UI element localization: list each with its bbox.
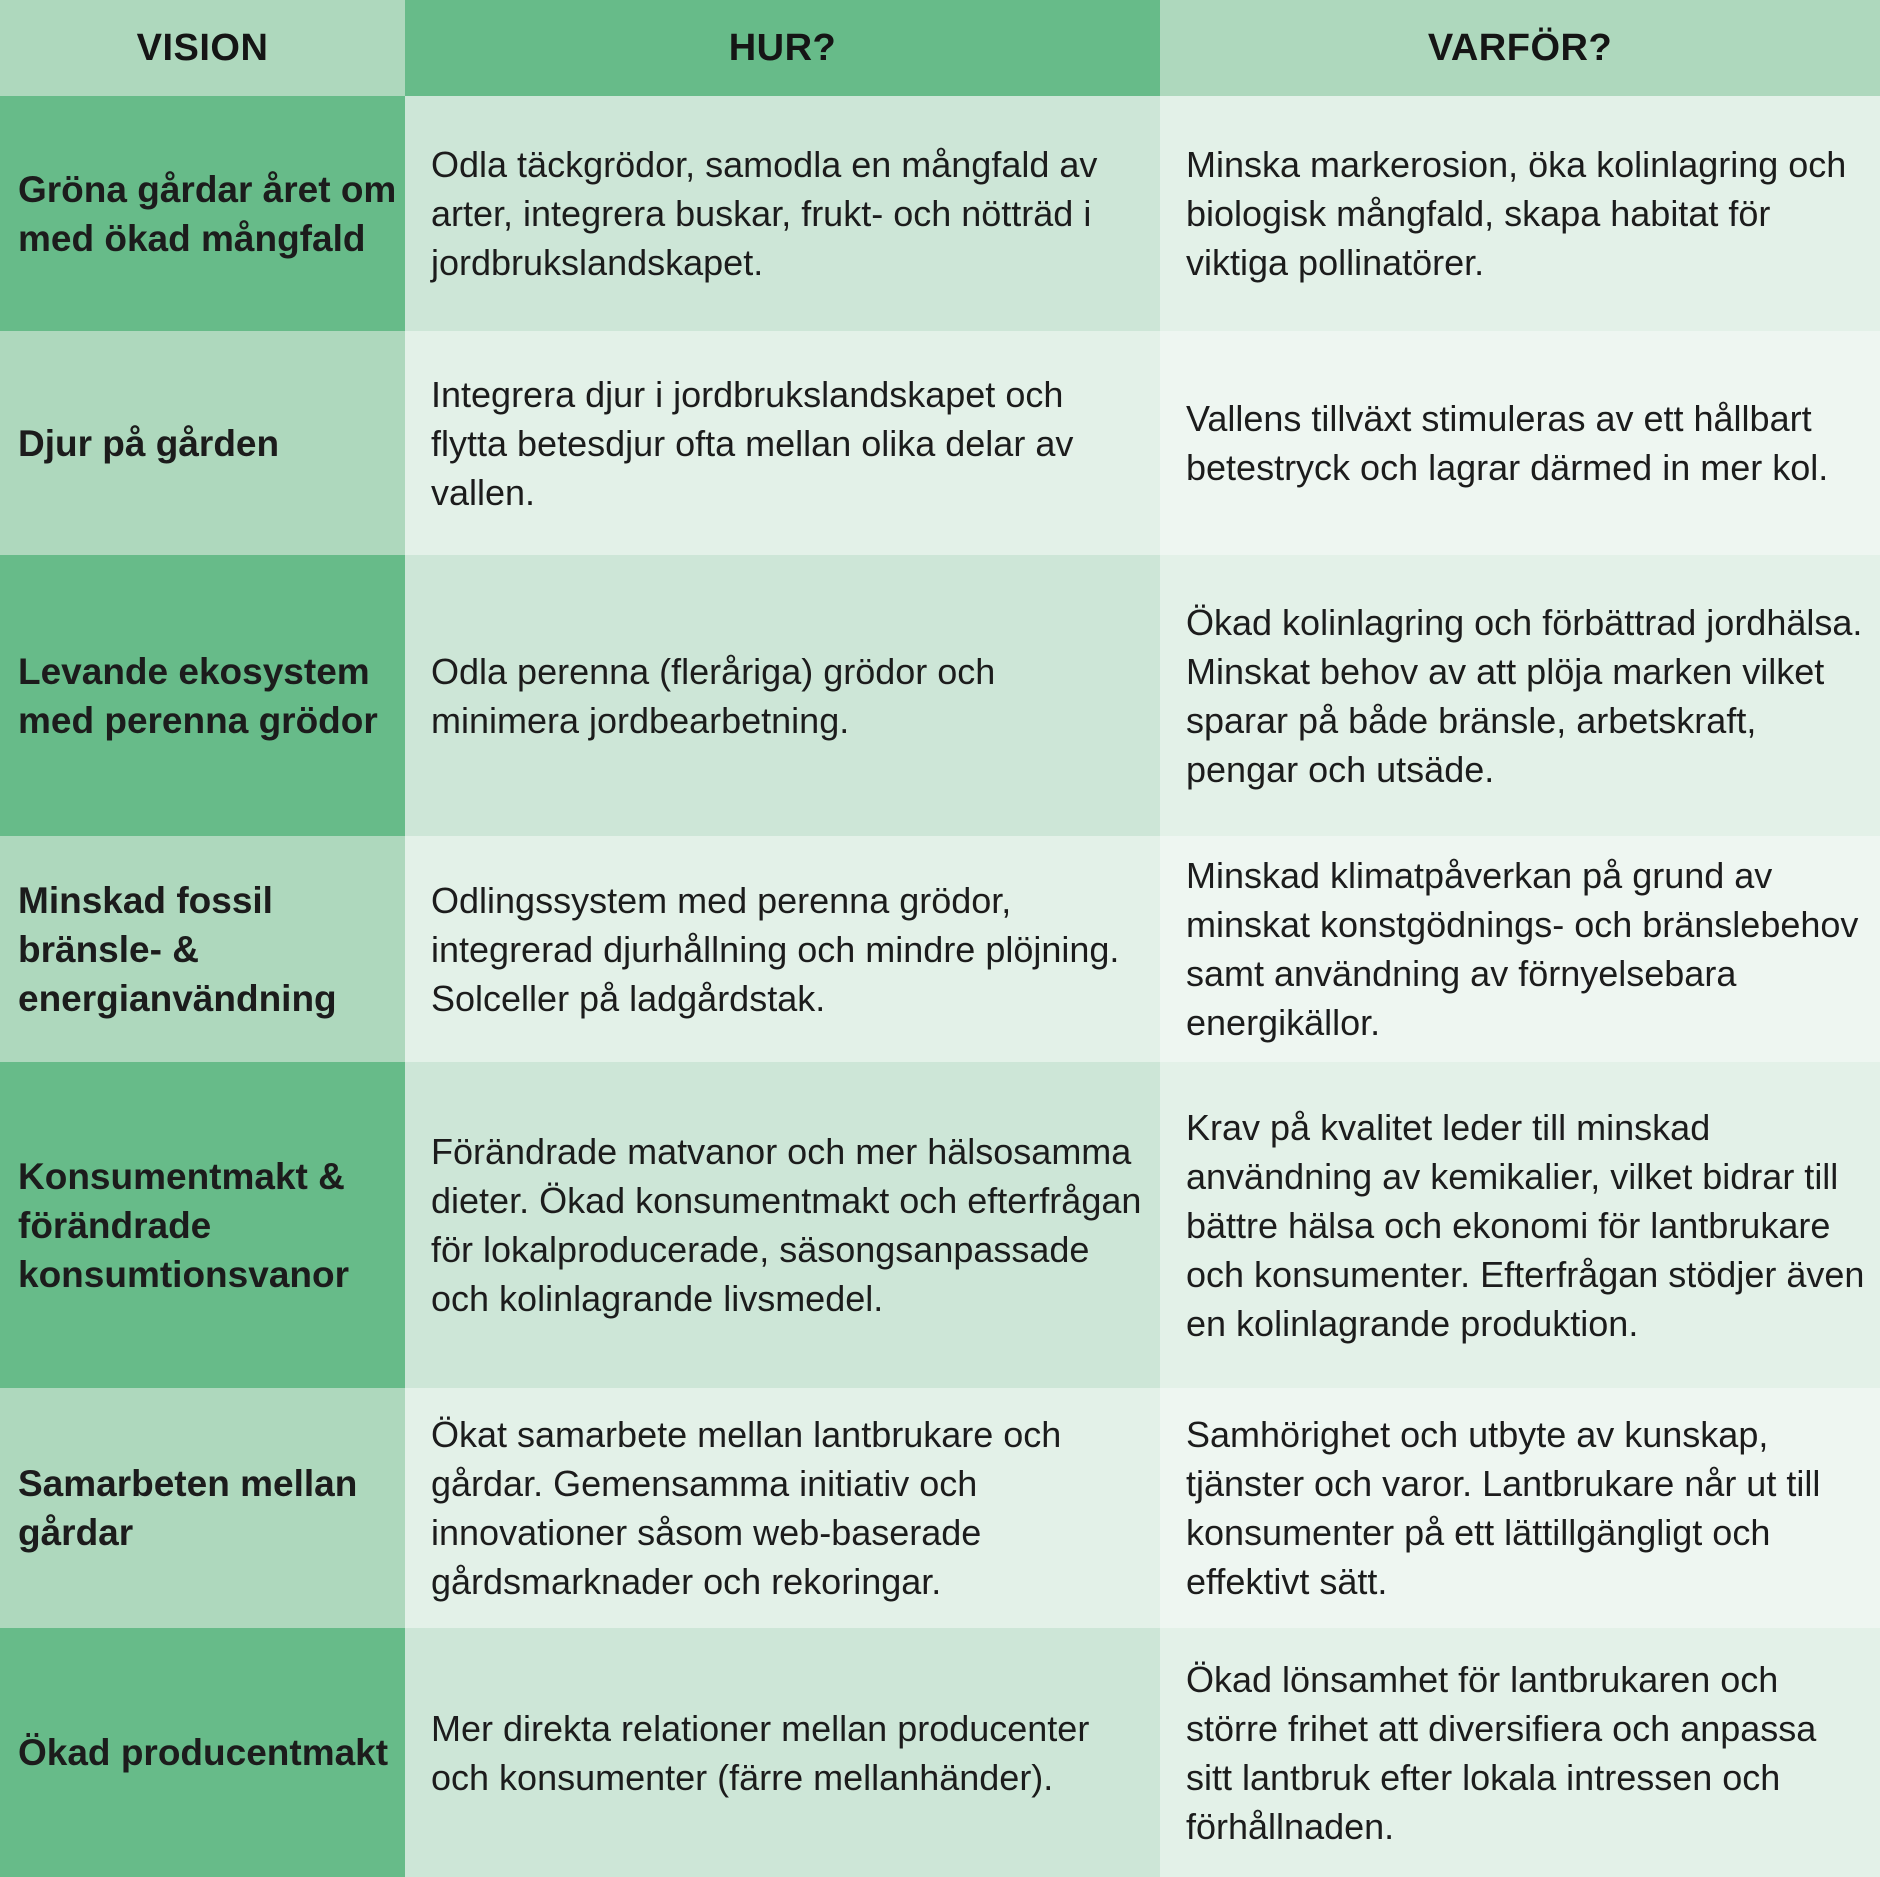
hur-text: Förändrade matvanor och mer hälsosamma dieter. Ökad konsumentmakt och efterfrågan för lokalproducerade, säsongsanpassade och kolinlagrande livsmedel. bbox=[431, 1131, 1142, 1319]
varfor-text: Krav på kvalitet leder till minskad användning av kemikalier, vilket bidrar till bättre hälsa och ekonomi för lantbrukare och konsumenter. Efterfrågan stödjer även en kolinlagrande produktion. bbox=[1186, 1106, 1865, 1344]
header-vision-label: VISION bbox=[136, 26, 269, 69]
hur-cell bbox=[405, 1628, 1160, 1877]
vision-text: Gröna gårdar året om med ökad mångfald bbox=[18, 168, 397, 259]
hur-cell bbox=[405, 96, 1160, 331]
vision-text: Minskad fossil bränsle- & energianvändning bbox=[18, 879, 337, 1019]
vision-text: Konsumentmakt & förändrade konsumtionsvanor bbox=[18, 1155, 349, 1295]
varfor-cell bbox=[1160, 836, 1880, 1062]
vision-cell bbox=[0, 1062, 405, 1388]
varfor-cell bbox=[1160, 555, 1880, 836]
header-varfor-label: VARFÖR? bbox=[1427, 26, 1613, 69]
varfor-text: Minskad klimatpåverkan på grund av minskat konstgödnings- och bränslebehov samt användning av förnyelsebara energikällor. bbox=[1186, 855, 1859, 1043]
vision-cell bbox=[0, 836, 405, 1062]
vision-cell bbox=[0, 555, 405, 836]
varfor-text: Minska markerosion, öka kolinlagring och biologisk mångfald, skapa habitat för viktiga pollinatörer. bbox=[1186, 144, 1847, 283]
header-vision bbox=[0, 0, 405, 96]
header-hur bbox=[405, 0, 1160, 96]
vision-text: Ökad producentmakt bbox=[18, 1732, 389, 1773]
vision-cell bbox=[0, 331, 405, 555]
vision-text: Djur på gården bbox=[18, 422, 280, 464]
varfor-text: Ökad kolinlagring och förbättrad jordhälsa. Minskat behov av att plöja marken vilket sparar på både bränsle, arbetskraft, pengar och utsäde. bbox=[1186, 601, 1863, 790]
vision-text: Samarbeten mellan gårdar bbox=[18, 1463, 358, 1553]
varfor-text: Samhörighet och utbyte av kunskap, tjänster och varor. Lantbrukare når ut till konsumenter på ett lättillgängligt och effektivt sätt. bbox=[1186, 1414, 1821, 1602]
hur-text: Odlingssystem med perenna grödor, integrerad djurhållning och mindre plöjning. Solceller på ladgårdstak. bbox=[431, 879, 1120, 1019]
hur-text: Mer direkta relationer mellan producenter och konsumenter (färre mellanhänder). bbox=[431, 1707, 1090, 1798]
header-varfor bbox=[1160, 0, 1880, 96]
hur-cell bbox=[405, 836, 1160, 1062]
varfor-cell bbox=[1160, 1388, 1880, 1628]
varfor-cell bbox=[1160, 1062, 1880, 1388]
hur-text: Odla täckgrödor, samodla en mångfald av arter, integrera buskar, frukt- och nötträd i jordbrukslandskapet. bbox=[431, 144, 1098, 283]
hur-text: Ökat samarbete mellan lantbrukare och gårdar. Gemensamma initiativ och innovationer såsom web-baserade gårdsmarknader och rekoringar. bbox=[431, 1414, 1062, 1602]
hur-cell bbox=[405, 555, 1160, 836]
varfor-cell bbox=[1160, 96, 1880, 331]
vision-text: Levande ekosystem med perenna grödor bbox=[18, 650, 378, 741]
header-hur-label: HUR? bbox=[728, 26, 837, 69]
varfor-text: Vallens tillväxt stimuleras av ett hållbart betestryck och lagrar därmed in mer kol. bbox=[1186, 398, 1829, 488]
varfor-cell bbox=[1160, 1628, 1880, 1877]
hur-cell bbox=[405, 1388, 1160, 1628]
varfor-cell bbox=[1160, 331, 1880, 555]
hur-text: Odla perenna (fleråriga) grödor och minimera jordbearbetning. bbox=[431, 650, 996, 741]
hur-text: Integrera djur i jordbrukslandskapet och flytta betesdjur ofta mellan olika delar av vallen. bbox=[431, 373, 1074, 513]
hur-cell bbox=[405, 331, 1160, 555]
vision-cell bbox=[0, 1628, 405, 1877]
varfor-text: Ökad lönsamhet för lantbrukaren och större frihet att diversifiera och anpassa sitt lantbruk efter lokala intressen och förhållnaden. bbox=[1186, 1658, 1817, 1847]
vision-cell bbox=[0, 1388, 405, 1628]
vision-cell bbox=[0, 96, 405, 331]
hur-cell bbox=[405, 1062, 1160, 1388]
